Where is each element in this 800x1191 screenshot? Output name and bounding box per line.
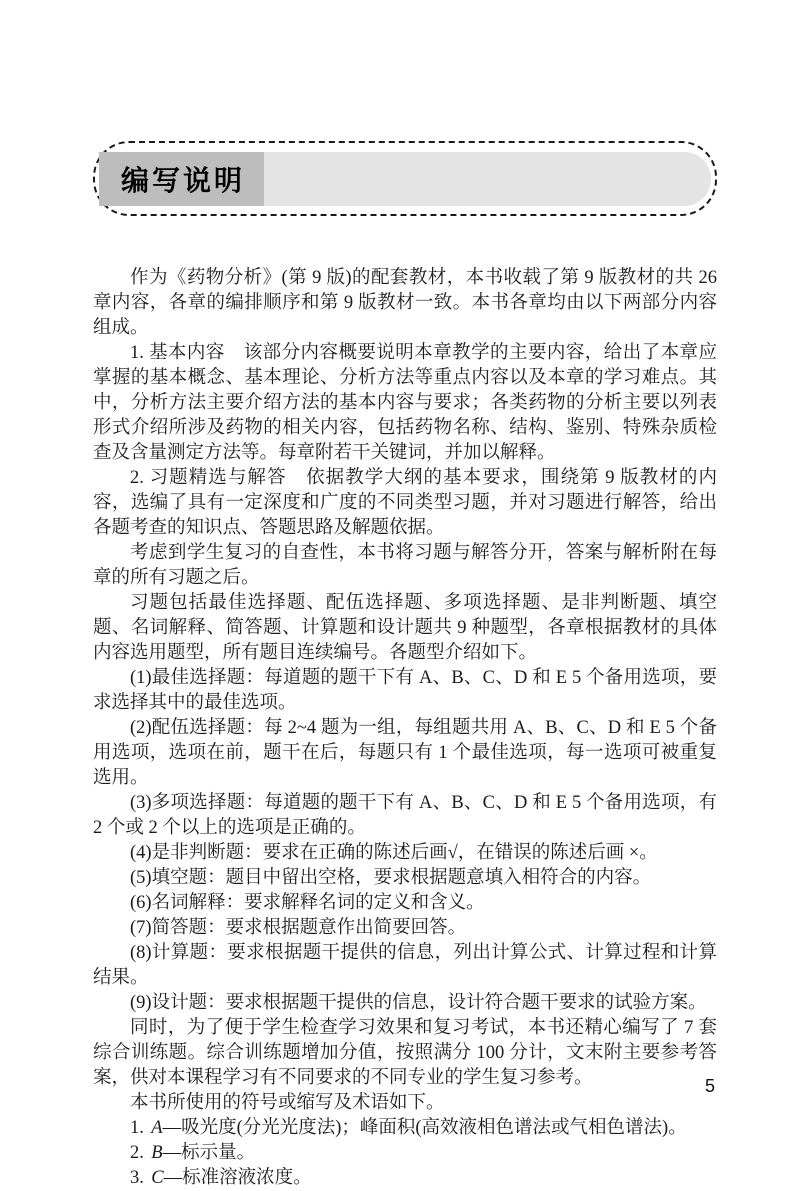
- symbol-item-C: [93, 1166, 717, 1191]
- symbol-item-B: [93, 1141, 717, 1166]
- symbol-item-desc: —标示量。: [162, 1143, 256, 1163]
- paragraph-basic-content: 1. 基本内容 该部分内容概要说明本章教学的主要内容，给出了本章应掌握的基本概念、基本理论、分析方法等重点内容以及本章的学习难点。其中，分析方法主要介绍方法的基本内容与要求；各类药物的分析主要以列表形式介绍所涉及药物的相关内容，包括药物名称、结构、鉴别、特殊杂质检查及含量测定方法等。每章附若干关键词，并加以解释。: [93, 343, 717, 463]
- symbol-item-letter: A: [151, 1118, 163, 1138]
- item-short-answer: (7)简答题：要求根据题意作出简要回答。: [130, 918, 467, 938]
- symbol-item-number: 3.: [130, 1168, 144, 1188]
- item-true-false: (4)是非判断题：要求在正确的陈述后画√，在错误的陈述后画 ×。: [130, 843, 658, 863]
- item-calculation: (8)计算题：要求根据题干提供的信息，列出计算公式、计算过程和计算结果。: [93, 943, 717, 988]
- section-title: 编写说明: [121, 165, 246, 196]
- item-design: (9)设计题：要求根据题干提供的信息，设计符合题干要求的试验方案。: [130, 993, 707, 1013]
- symbol-item-desc: —吸光度(分光光度法)；峰面积(高效液相色谱法或气相色谱法)。: [162, 1118, 687, 1138]
- content-column: [93, 141, 717, 1191]
- section-header-pill: [99, 152, 711, 206]
- symbol-item-letter: C: [151, 1168, 164, 1188]
- paragraph-exercises: 2. 习题精选与解答 依据教学大纲的基本要求，围绕第 9 版教材的内容，选编了具有一定深度和广度的不同类型习题，并对习题进行解答，给出各题考查的知识点、答题思路及解题依据。: [93, 468, 717, 538]
- symbol-item-A: [93, 1116, 717, 1141]
- item-matching-choice: (2)配伍选择题：每 2~4 题为一组，每组题共用 A、B、C、D 和 E 5 个备用选项，选项在前，题干在后，每题只有 1 个最佳选项，每一选项可被重复选用。: [93, 718, 717, 788]
- page-number: 5: [704, 1076, 715, 1096]
- symbol-item-desc: —标准溶液浓度。: [163, 1168, 312, 1188]
- item-multiple-choice: (3)多项选择题：每道题的题干下有 A、B、C、D 和 E 5 个备用选项，有 2 个或 2 个以上的选项是正确的。: [93, 793, 717, 838]
- section-title-label: [99, 152, 264, 206]
- body-text: [93, 266, 717, 1191]
- section-header-box: [93, 141, 717, 216]
- symbol-item-letter: B: [151, 1143, 163, 1163]
- paragraph-intro: 作为《药物分析》(第 9 版)的配套教材，本书收载了第 9 版教材的共 26 章内容，各章的编排顺序和第 9 版教材一致。本书各章均由以下两部分内容组成。: [93, 268, 717, 338]
- paragraph-training-sets: 同时，为了便于学生检查学习效果和复习考试，本书还精心编写了 7 套综合训练题。综合训练题增加分值，按照满分 100 分计，文末附主要参考答案，供对本课程学习有不同要求的不同专业的学生复习参考。: [93, 1018, 717, 1088]
- paragraph-self-check: 考虑到学生复习的自查性，本书将习题与解答分开，答案与解析附在每章的所有习题之后。: [93, 543, 717, 588]
- symbol-item-number: 2.: [130, 1143, 144, 1163]
- item-fill-blank: (5)填空题：题目中留出空格，要求根据题意填入相符合的内容。: [130, 868, 652, 888]
- symbol-item-number: 1.: [130, 1118, 144, 1138]
- item-best-choice: (1)最佳选择题：每道题的题干下有 A、B、C、D 和 E 5 个备用选项，要求选择其中的最佳选项。: [93, 668, 717, 713]
- paragraph-symbols-lead-in: 本书所使用的符号或缩写及术语如下。: [130, 1093, 445, 1113]
- paragraph-question-types: 习题包括最佳选择题、配伍选择题、多项选择题、是非判断题、填空题、名词解释、简答题、计算题和设计题共 9 种题型，各章根据教材的具体内容选用题型，所有题目连续编号。各题型介绍如下。: [93, 593, 717, 663]
- item-term-explanation: (6)名词解释：要求解释名词的定义和含义。: [130, 893, 485, 913]
